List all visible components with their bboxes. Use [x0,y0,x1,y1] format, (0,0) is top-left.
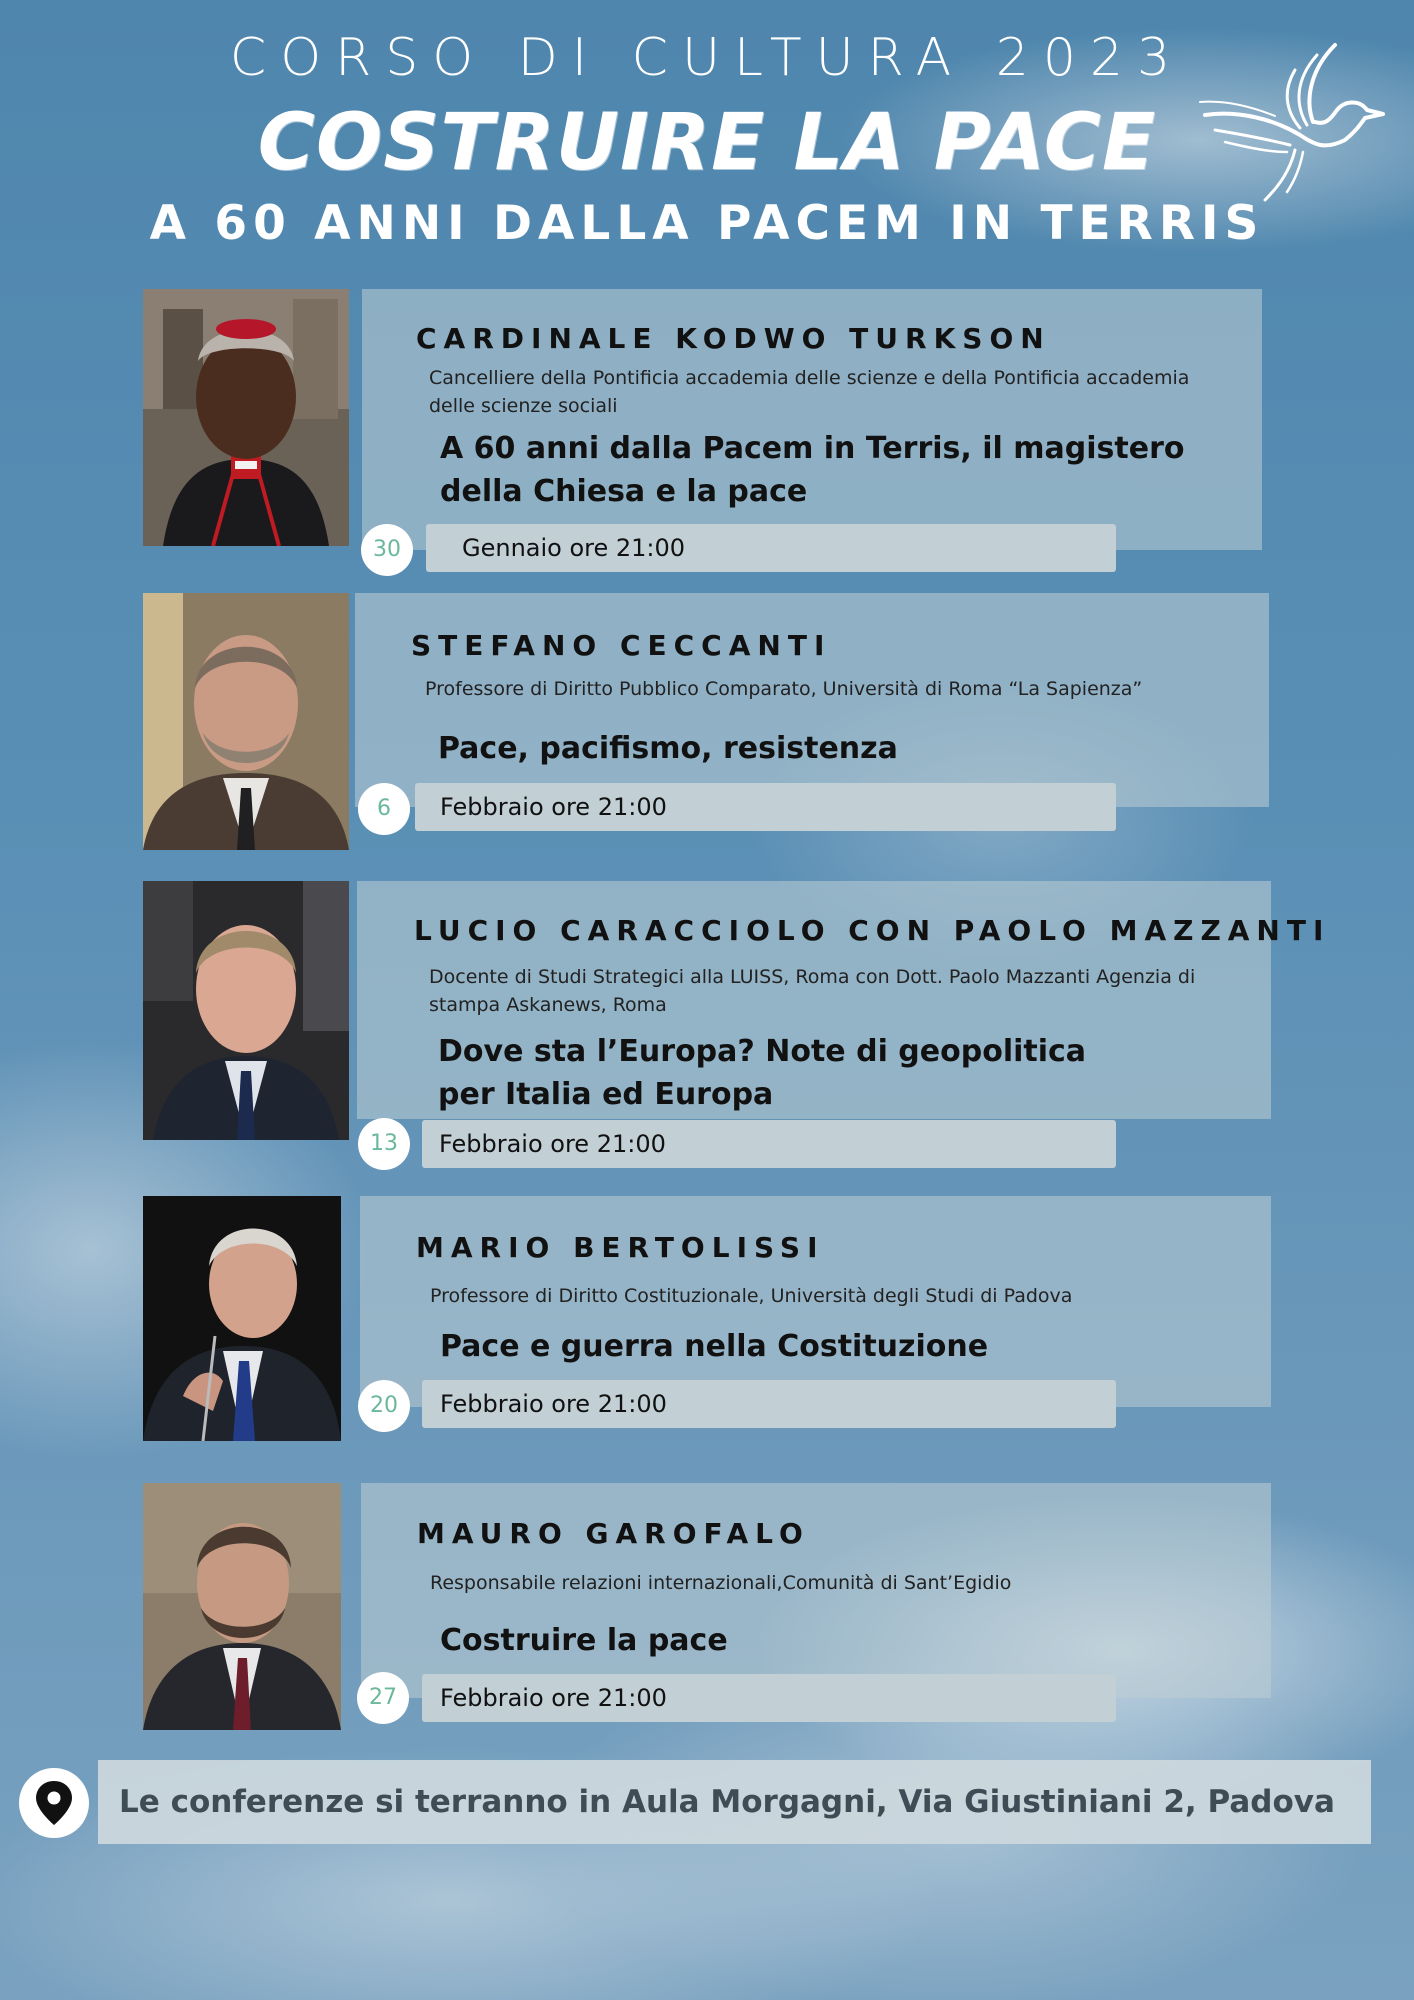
venue-text: Le conferenze si terranno in Aula Morgagni, Via Giustiniani 2, Padova [119,1784,1335,1820]
course-title: COSTRUIRE LA PACE [257,98,1157,188]
event-day: 27 [357,1672,409,1724]
event-date: Febbraio ore 21:00 [440,1390,667,1418]
event-date: Febbraio ore 21:00 [440,1684,667,1712]
speaker-role: Professore di Diritto Costituzionale, Università degli Studi di Padova [430,1285,1073,1307]
speaker-photo [143,881,349,1140]
talk-title: Pace, pacifismo, resistenza [438,731,898,766]
speaker-name: MARIO BERTOLISSI [416,1231,825,1264]
event-day: 20 [358,1380,410,1432]
speaker-photo [143,1196,341,1441]
speaker-role: Responsabile relazioni internazionali,Comunità di Sant’Egidio [430,1572,1012,1594]
course-label: CORSO DI CULTURA 2023 [229,28,1185,88]
event-date: Gennaio ore 21:00 [462,534,686,562]
speaker-role: Cancelliere della Pontificia accademia delle scienze e della Pontificia accademia delle scienze sociali [429,367,1190,417]
event-day: 6 [358,783,410,835]
event-day: 30 [361,524,413,576]
speaker-photo [143,289,349,546]
talk-title: A 60 anni dalla Pacem in Terris, il magistero della Chiesa e la pace [440,431,1185,509]
event-date: Febbraio ore 21:00 [439,1130,666,1158]
speaker-name: CARDINALE KODWO TURKSON [416,322,1051,355]
speaker-photo [143,593,349,850]
course-subtitle: A 60 ANNI DALLA PACEM IN TERRIS [149,196,1265,251]
speaker-photo [143,1483,341,1730]
speaker-name: STEFANO CECCANTI [411,629,832,662]
speaker-name: MAURO GAROFALO [417,1517,810,1550]
speaker-role: Docente di Studi Strategici alla LUISS, Roma con Dott. Paolo Mazzanti Agenzia di stampa Askanews, Roma [429,966,1196,1016]
event-day: 13 [358,1118,410,1170]
event-date: Febbraio ore 21:00 [440,793,667,821]
speaker-role: Professore di Diritto Pubblico Comparato, Università di Roma “La Sapienza” [425,678,1143,700]
venue-pin-badge [19,1768,89,1838]
talk-title: Costruire la pace [440,1623,728,1658]
talk-title: Pace e guerra nella Costituzione [440,1329,989,1364]
dove-icon [1195,40,1390,210]
speaker-name: LUCIO CARACCIOLO CON PAOLO MAZZANTI [414,914,1331,947]
map-pin-icon [19,1768,89,1838]
talk-title: Dove sta l’Europa? Note di geopolitica per Italia ed Europa [438,1034,1087,1112]
